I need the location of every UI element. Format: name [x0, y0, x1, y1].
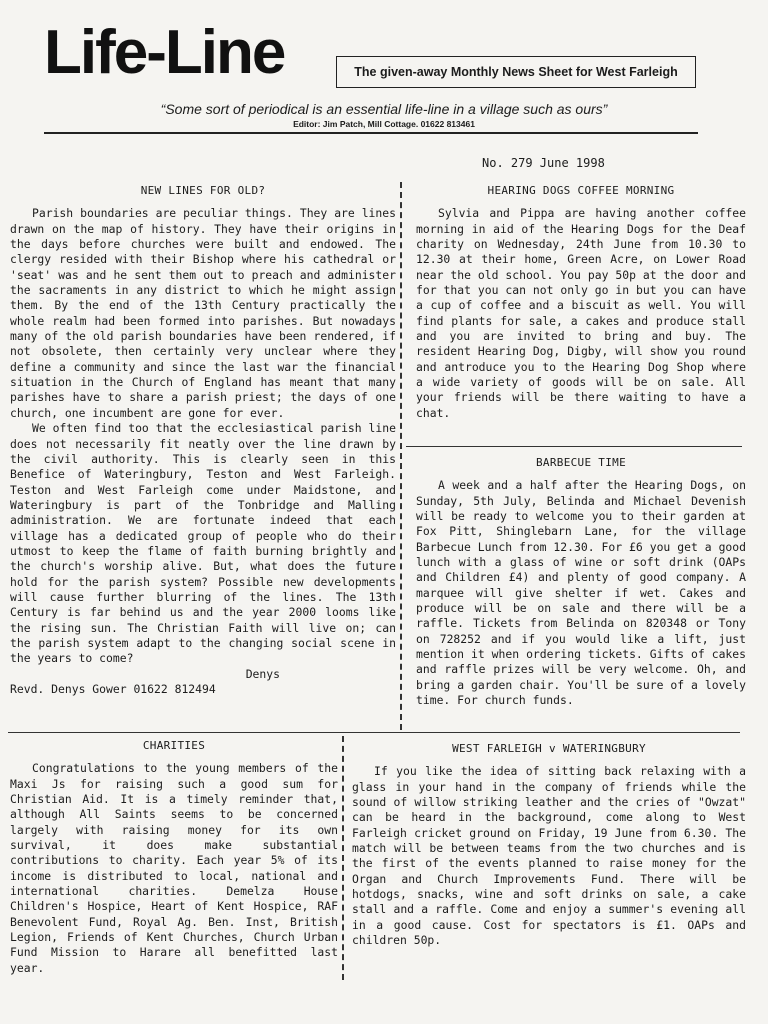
article-barbecue-time [416, 455, 746, 709]
section-divider-middle [8, 732, 740, 733]
article-charities [10, 738, 338, 976]
author-contact: Revd. Denys Gower 01622 812494 [10, 682, 216, 696]
article-hearing-dogs [416, 183, 746, 421]
editor-line: Editor: Jim Patch, Mill Cottage. 01622 813461 [293, 119, 475, 129]
article-paragraph: If you like the idea of sitting back relaxing with a glass in your hand in the company of friends while the sound of willow striking leather and the cries of "Owzat" can be heard in the background, come along to West Farleigh cricket ground on Friday, 19 June from 6.30. The match will be between teams from the two churches and is the first of the events planned to raise money for the Organ and Church Improvements Fund. There will be hotdogs, snacks, wine and soft drinks on sale, a cake stall and a raffle. Come and enjoy a summer's evening all in a good cause. Cost for spectators is £1. OAPs and children 50p. [352, 764, 746, 948]
column-divider-top [400, 182, 402, 730]
article-paragraph: We often find too that the ecclesiastical parish line does not necessarily fit neatly over the line drawn by the civil authority. This is clearly seen in this Benefice of Wateringbury, Teston and West Farleigh. Teston and West Farleigh come under Maidstone, and Wateringbury is part of the Tonbridge and Malling administration. We are fortunate indeed that each village has a dedicated group of people who do their utmost to keep the flame of faith burning brightly and the church's worship alive. But, what does the future hold for the parish system? Possible new developments will cause further blurring of the lines. The 13th Century is far behind us and the year 2000 looms like the rising sun. The Christian Faith will live on; can the parish system adapt to the changing social scene in the years to come? [10, 421, 396, 666]
article-heading: HEARING DOGS COFFEE MORNING [487, 184, 675, 197]
article-paragraph: A week and a half after the Hearing Dogs, on Sunday, 5th July, Belinda and Michael Devenish will be ready to welcome you to their garden at Fox Pitt, Shinglebarn Lane, for the village Barbecue Lunch from 12.30. For £6 you get a good lunch with a glass of wine or soft drink (OAPs and Children £4) and plenty of good company. A marquee will give shelter if wet. Cakes and produce will be on sale and there will be a raffle. Tickets from Belinda on 820348 or Tony on 728252 and if you would like a lift, just mention it when ordering tickets. Gifts of cakes and raffle prizes will be very welcome. Oh, and bring a garden chair. You'll be sure of a lovely time. For church funds. [416, 478, 746, 708]
article-heading: WEST FARLEIGH v WATERINGBURY [452, 742, 646, 755]
masthead-motto: “Some sort of periodical is an essential life-line in a village such as ours” [160, 101, 608, 117]
article-paragraph: Parish boundaries are peculiar things. They are lines drawn on the map of history. They have their origins in the days before churches were built and endowed. The clergy resided with their Bishop where his cathedral or 'seat' was and he sent them out to preach and administer the sacraments in any district to which he might assign them. By the end of the 13th Century practically the whole realm had been formed into parishes. But nowadays many of the old parish boundaries have been rendered, if not obsolete, then certainly very unclear where they define a community and since the last war the financial situation in the Church of England has meant that many parishes have to share a parish priest; the days of one church, one incumbent are gone for ever. [10, 206, 396, 420]
masthead-rule [44, 132, 698, 134]
article-heading: CHARITIES [142, 739, 206, 752]
article-heading: BARBECUE TIME [536, 456, 626, 469]
section-divider-right [406, 446, 742, 447]
article-paragraph: Sylvia and Pippa are having another coffee morning in aid of the Hearing Dogs for the Deaf charity on Wednesday, 24th June from 10.30 to 12.30 at their home, Green Acre, on Lower Road near the old school. You pay 50p at the door and for that you can not only go in but you can have a cup of coffee and a biscuit as well. You will find plants for sale, a cakes and produce stall and you are invited to bring and buy. The resident Hearing Dog, Digby, will show you round and antroduce you to the Hearing Dog Shop where a wide variety of goods will be on sale. All your friends will be there waiting to have a chat. [416, 206, 746, 420]
article-cricket-match [352, 741, 746, 948]
article-new-lines-for-old [10, 183, 396, 697]
article-paragraph: Congratulations to the young members of the Maxi Js for raising such a good sum for Christian Aid. It is a timely reminder that, although All Saints seems to be concerned largely with raising money for its own survival, it does make substantial contributions to charity. Each year 5% of its income is distributed to local, national and international charities. Demelza House Children's Hospice, Heart of Kent Hospice, RAF Benevolent Fund, Royal Ag. Ben. Inst, British Legion, Friends of Kent Churches, Church Urban Fund Mission to Harare all benefitted last year. [10, 761, 338, 975]
masthead-tagline: The given-away Monthly News Sheet for West Farleigh [336, 56, 696, 88]
author-signature: Denys [245, 666, 280, 681]
column-divider-bottom [342, 736, 344, 980]
article-heading: NEW LINES FOR OLD? [140, 184, 266, 197]
masthead-title: Life-Line [44, 18, 285, 87]
issue-number-date: No. 279 June 1998 [482, 156, 605, 170]
